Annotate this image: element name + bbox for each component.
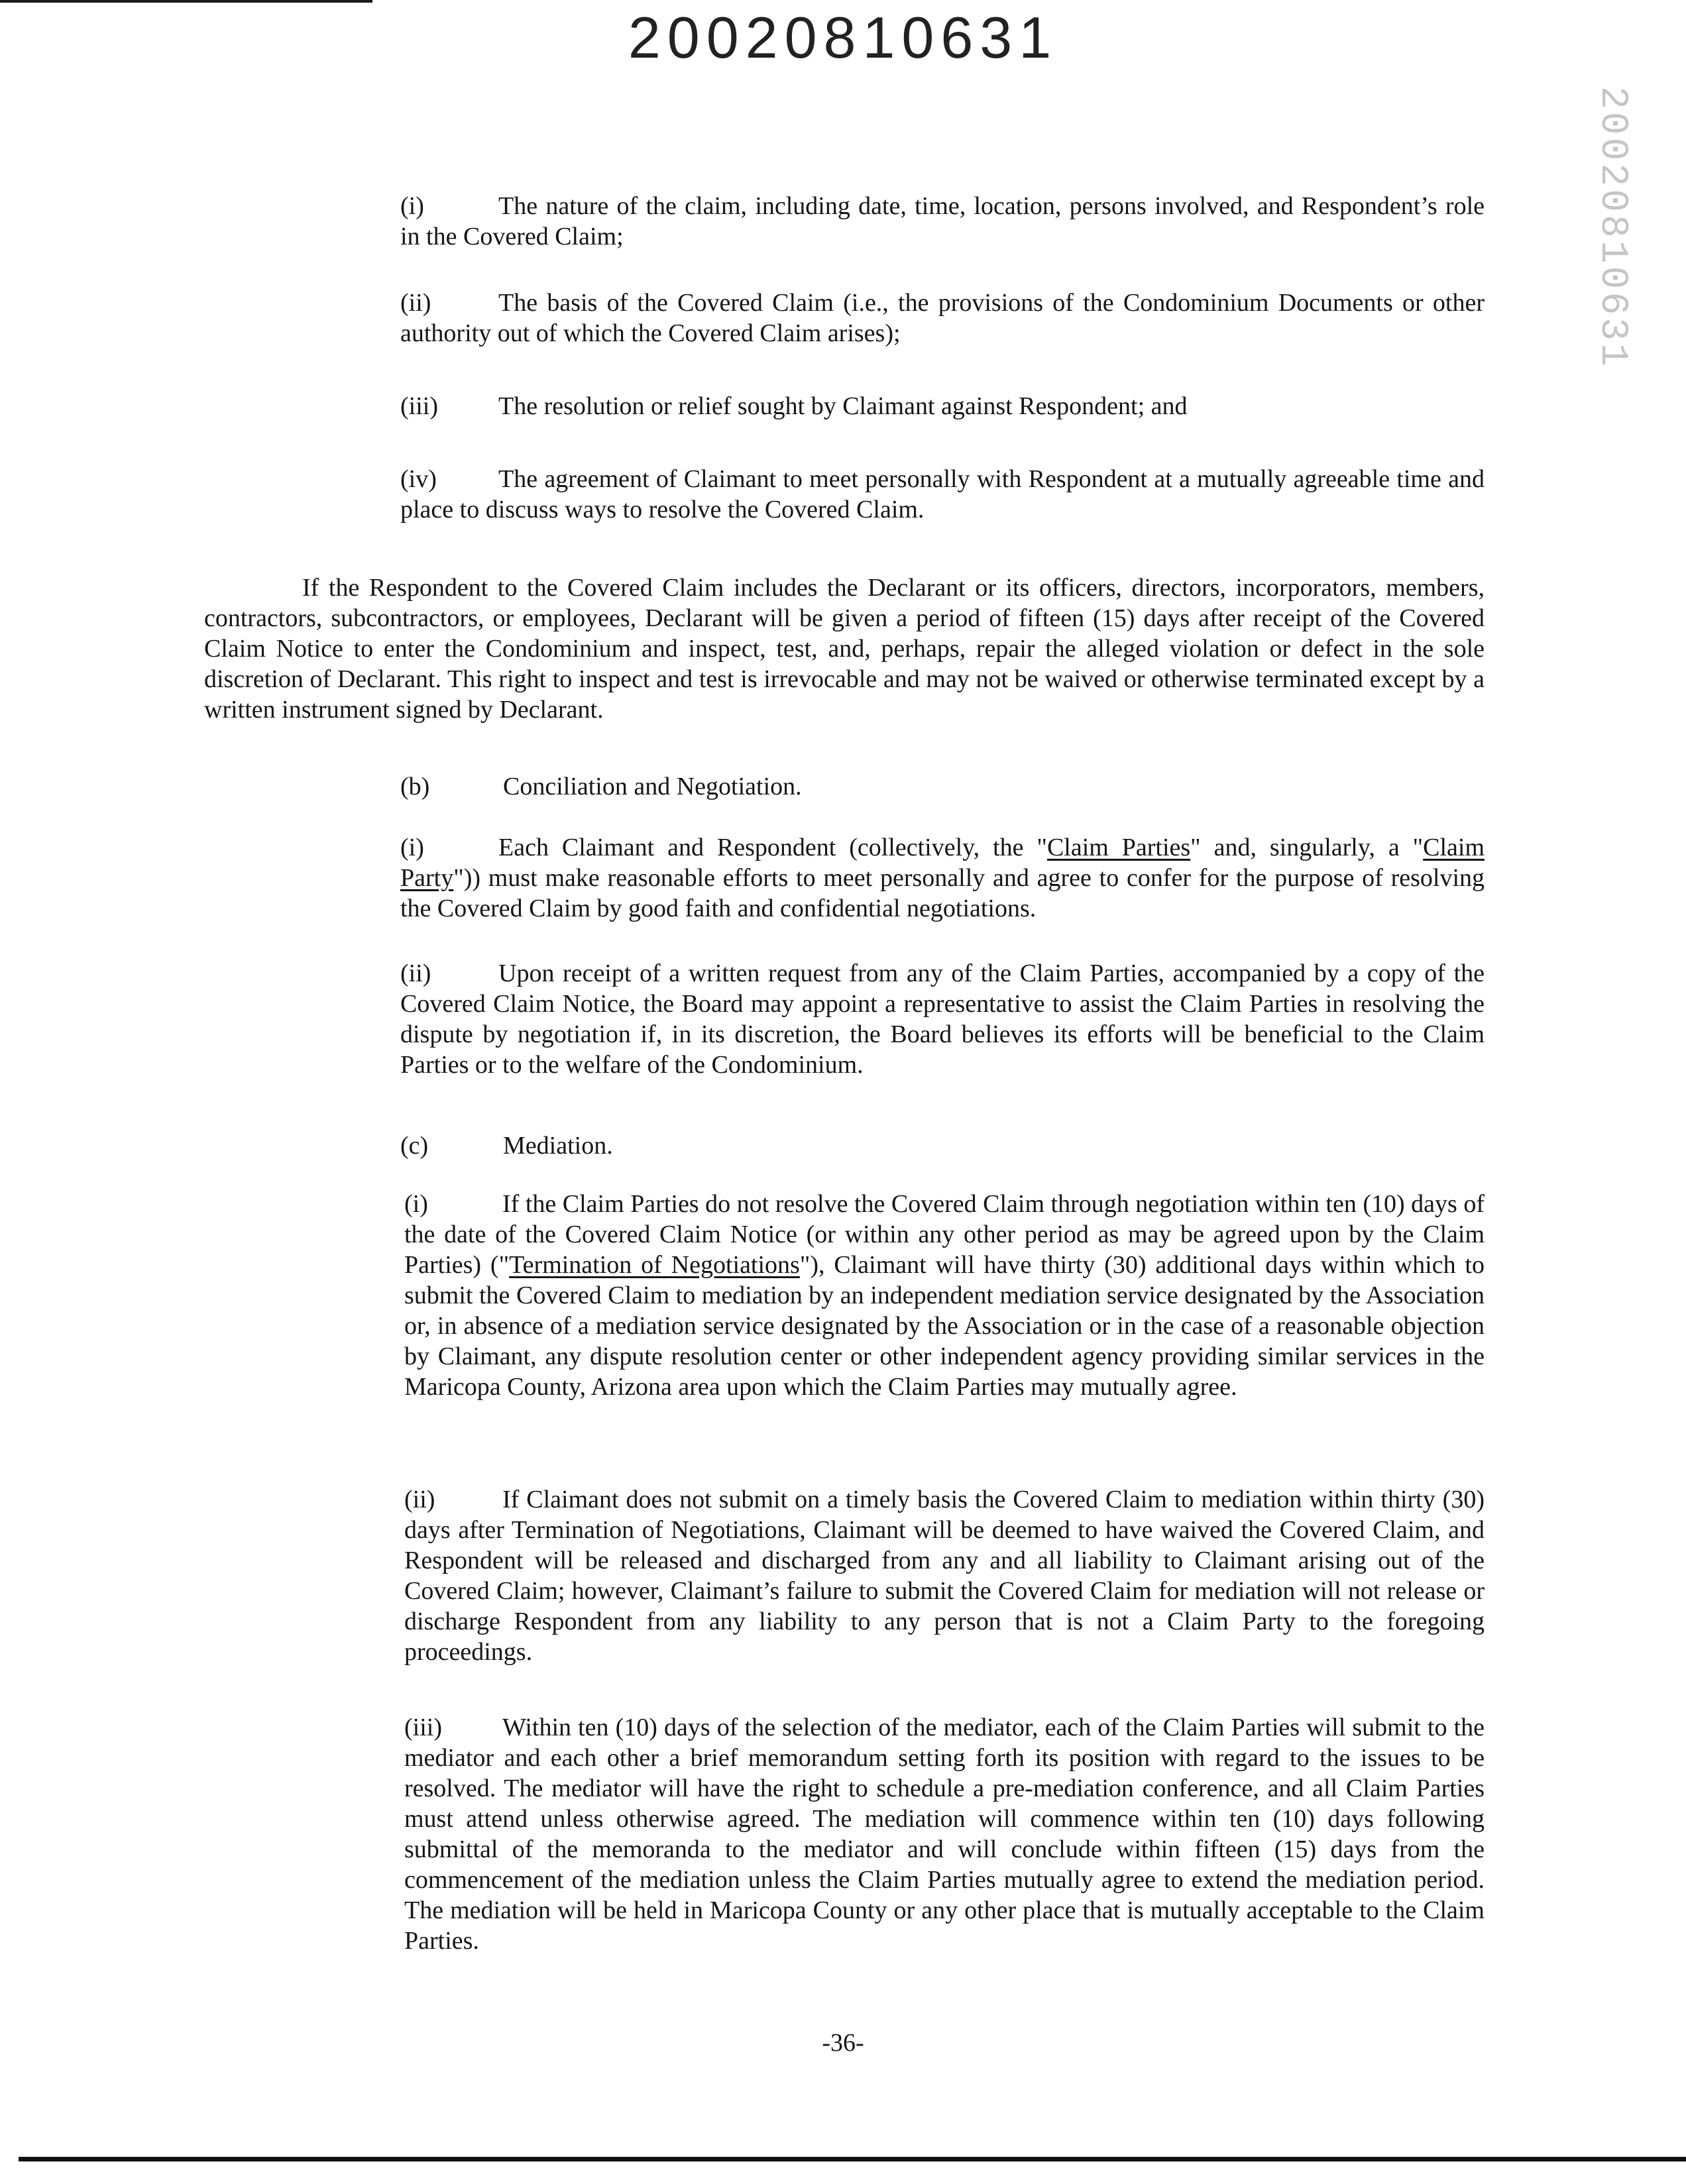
section-title: Mediation. bbox=[503, 1132, 613, 1160]
list-item-text: ")) must make reasonable efforts to meet personally and agree to confer for the purpose of resolving the Covered Claim by good faith and confidential negotiations. bbox=[400, 864, 1485, 922]
list-item-text: Each Claimant and Respondent (collectively, the " bbox=[498, 834, 1047, 861]
list-item-text: The nature of the claim, including date, time, location, persons involved, and Respondent’s role in the Covered Claim; bbox=[400, 192, 1485, 250]
list-item-iii bbox=[400, 391, 1485, 421]
list-item-text: The resolution or relief sought by Claimant against Respondent; and bbox=[498, 392, 1188, 420]
bottom-rule bbox=[19, 2157, 1686, 2161]
list-item-text: " and, singularly, a " bbox=[1190, 834, 1424, 861]
section-b-item-ii bbox=[400, 958, 1485, 1080]
section-c-item-iii bbox=[404, 1712, 1485, 1956]
section-b-item-i bbox=[400, 832, 1485, 924]
declarant-paragraph: If the Respondent to the Covered Claim includes the Declarant or its officers, directors, incorporators, members, contractors, subcontractors, or employees, Declarant will be given a period of fifteen (15) days after receipt of the Covered Claim Notice to enter the Condominium and inspect, test, and, perhaps, repair the alleged violation or defect in the sole discretion of Declarant. This right to inspect and test is irrevocable and may not be waived or otherwise terminated except by a written instrument signed by Declarant. bbox=[204, 574, 1485, 724]
list-item-number: (ii) bbox=[400, 289, 431, 317]
list-item-ii bbox=[400, 288, 1485, 349]
section-number: (b) bbox=[400, 773, 430, 800]
list-item-number: (i) bbox=[404, 1190, 428, 1218]
top-rule bbox=[0, 0, 372, 3]
list-item-number: (i) bbox=[400, 834, 424, 861]
list-item-text: "), Claimant will have thirty (30) additional days within which to submit the Covered Claim to mediation by an independent mediation service designated by the Association or, in absence of a mediation service designated by the Association or in the case of a reasonable objection by Claimant, any dispute resolution center or other independent agency providing similar services in the Maricopa County, Arizona area upon which the Claim Parties may mutually agree. bbox=[404, 1251, 1485, 1401]
list-item-number: (ii) bbox=[404, 1486, 435, 1513]
section-c-item-ii bbox=[404, 1484, 1485, 1667]
defined-term-termination-of-negotiations: Termination of Negotiations bbox=[509, 1251, 800, 1279]
defined-term-claim-parties: Claim Parties bbox=[1046, 834, 1191, 861]
list-item-text: The basis of the Covered Claim (i.e., the provisions of the Condominium Documents or other authority out of which the Covered Claim arises); bbox=[400, 289, 1485, 347]
list-item-number: (i) bbox=[400, 192, 424, 220]
list-item-text: If Claimant does not submit on a timely basis the Covered Claim to mediation within thirty (30) days after Termination of Negotiations, Claimant will be deemed to have waived the Covered Claim, and Respondent will be released and discharged from any and all liability to Claimant arising out of the Covered Claim; however, Claimant’s failure to submit the Covered Claim for mediation will not release or discharge Respondent from any liability to any person that is not a Claim Party to the foregoing proceedings. bbox=[404, 1486, 1485, 1666]
list-item-number: (iii) bbox=[404, 1714, 442, 1741]
list-item-number: (ii) bbox=[400, 959, 431, 987]
list-item-number: (iv) bbox=[400, 465, 437, 493]
list-item-text: Upon receipt of a written request from any of the Claim Parties, accompanied by a copy of the Covered Claim Notice, the Board may appoint a representative to assist the Claim Parties in resolving the dispute by negotiation if, in its discretion, the Board believes its efforts will be beneficial to the Claim Parties or to the welfare of the Condominium. bbox=[400, 959, 1485, 1079]
section-title: Conciliation and Negotiation. bbox=[503, 773, 802, 800]
list-item-i bbox=[400, 191, 1485, 252]
list-item-number: (iii) bbox=[400, 392, 438, 420]
section-b-heading bbox=[400, 771, 802, 802]
page-number: -36- bbox=[822, 2029, 864, 2057]
section-c-item-i bbox=[404, 1189, 1485, 1402]
margin-stamp: 20020810631 bbox=[1591, 86, 1634, 369]
defined-term-claim-party: Claim Party bbox=[400, 834, 1485, 892]
section-number: (c) bbox=[400, 1132, 429, 1160]
list-item-text: The agreement of Claimant to meet personally with Respondent at a mutually agreeable time and place to discuss ways to resolve the Covered Claim. bbox=[400, 465, 1485, 523]
list-item-iv bbox=[400, 464, 1485, 525]
list-item-text: If the Claim Parties do not resolve the Covered Claim through negotiation within ten (10) days of the date of the Covered Claim Notice (or within any other period as may be agreed upon by the Claim Parties) (" bbox=[404, 1190, 1485, 1279]
list-item-text: Within ten (10) days of the selection of the mediator, each of the Claim Parties will submit to the mediator and each other a brief memorandum setting forth its position with regard to the issues to be resolved. The mediator will have the right to schedule a pre-mediation conference, and all Claim Parties must attend unless otherwise agreed. The mediation will commence within ten (10) days following submittal of the memoranda to the mediator and will conclude within fifteen (15) days from the commencement of the mediation unless the Claim Parties mutually agree to extend the mediation period. The mediation will be held in Maricopa County or any other place that is mutually acceptable to the Claim Parties. bbox=[404, 1714, 1485, 1955]
section-c-heading bbox=[400, 1130, 613, 1161]
recording-number: 20020810631 bbox=[628, 5, 1058, 70]
